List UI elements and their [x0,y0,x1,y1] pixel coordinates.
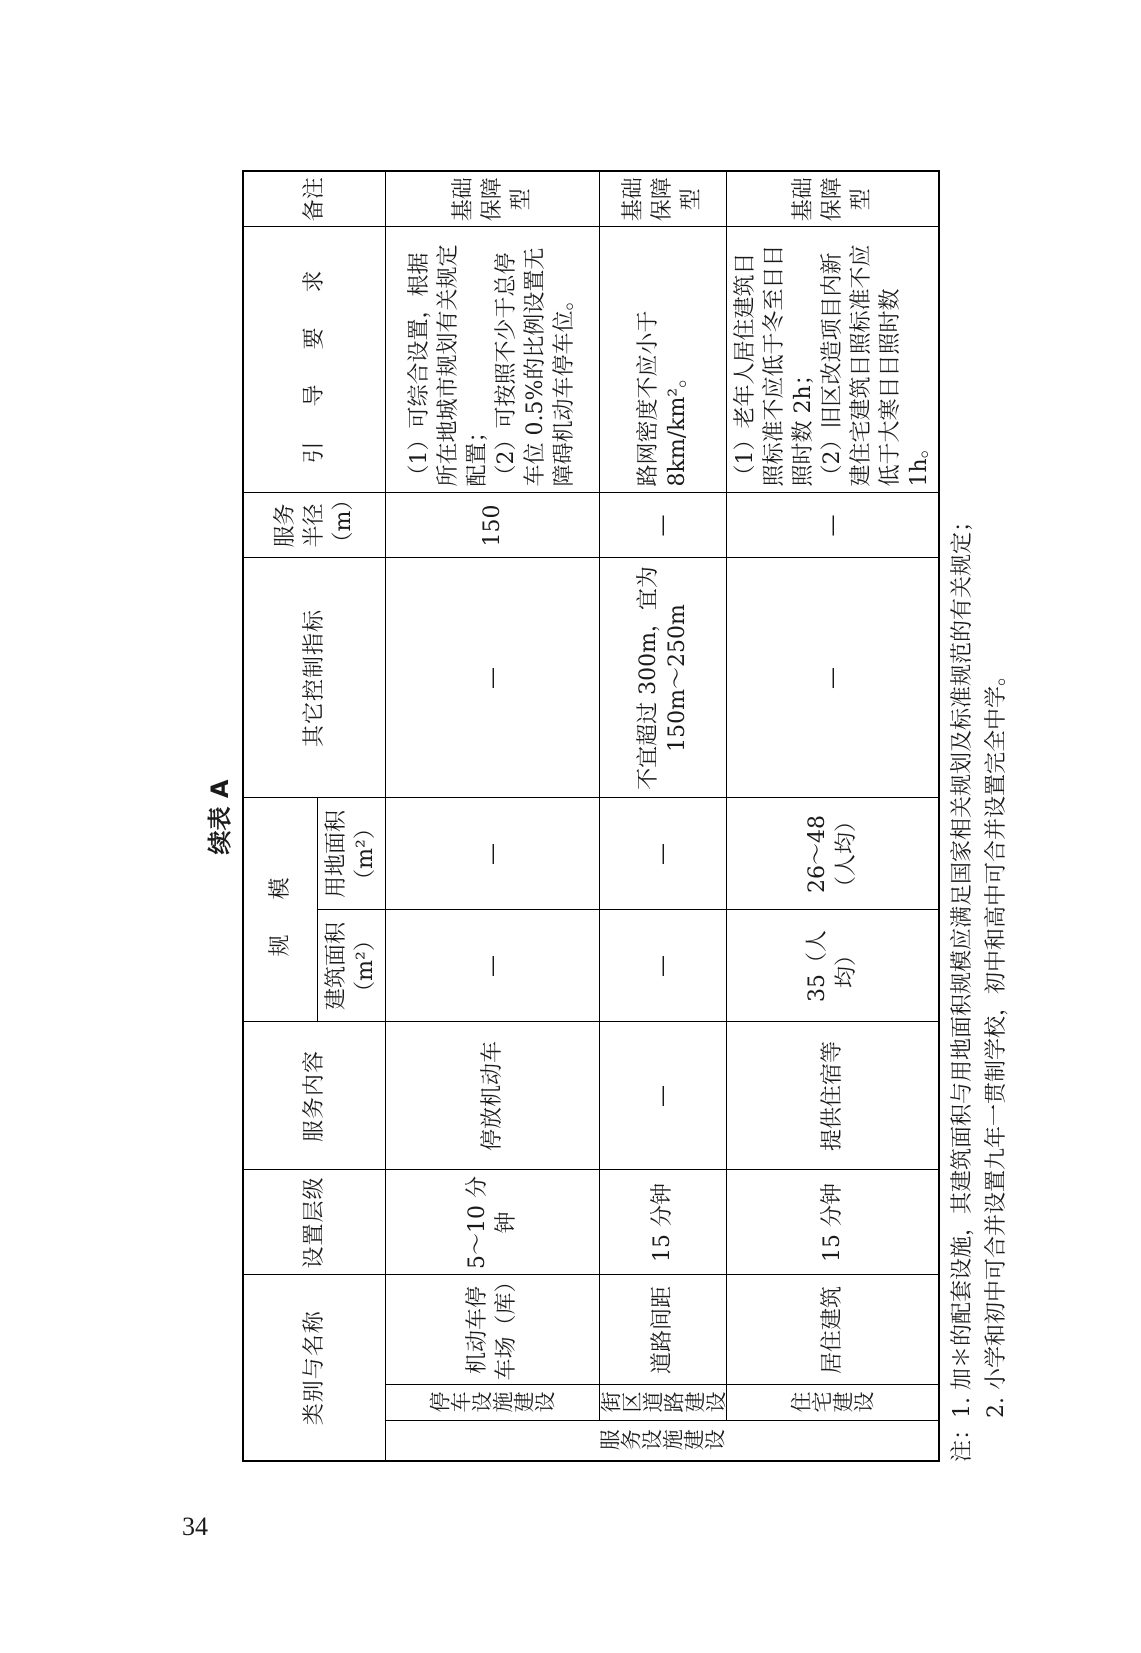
table-row [599,171,726,1461]
row-remark: 基础保障型 [726,171,939,227]
row-remark: 基础保障型 [385,171,599,227]
page-number: 34 [182,1512,208,1541]
row-guide [385,227,599,493]
table-notes [946,172,1014,1462]
header-remark: 备注 [243,171,385,227]
row-level: 5～10 分钟 [385,1170,599,1275]
header-guide: 引 导 要 求 [243,227,385,493]
row-other: — [385,558,599,798]
header-scale: 规 模 [243,798,317,1022]
row-land-area: 26～48（人均） [726,798,939,910]
header-building-area: 建筑面积 （m²） [317,910,385,1022]
row-level: 15 分钟 [726,1170,939,1275]
header-radius: 服务半径 （m） [243,493,385,558]
row-other: — [726,558,939,798]
group-label: 停车设施建设 [385,1385,599,1421]
guide-item: （2）旧区改造项目内新建住宅建筑日照标准不应低于大寒日日照时数 1h。 [819,244,932,487]
facilities-table [242,170,940,1462]
row-name: 道路间距 [599,1275,726,1385]
row-other: 不宜超过 300m，宜为 150m～250m [599,558,726,798]
group-label: 住宅建设 [726,1385,939,1421]
row-remark: 基础保障型 [599,171,726,227]
guide-item: 路网密度不应小于 8km/km²。 [635,310,690,487]
group-label: 街区道路建设 [599,1385,726,1421]
row-guide [599,227,726,493]
header-land-area: 用地面积 （m²） [317,798,385,910]
table-row [385,171,599,1461]
header-other: 其它控制指标 [243,558,385,798]
row-land-area: — [599,798,726,910]
row-building-area: — [599,910,726,1022]
row-building-area: — [385,910,599,1022]
row-building-area: 35（人均） [726,910,939,1022]
guide-item: （1）可综合设置，根据所在地城市规划有关规定配置； [407,244,490,487]
row-radius: — [599,493,726,558]
table-row [726,171,939,1461]
guide-item: （1）老年人居住建筑日照标准不应低于冬至日日照时数 2h； [732,244,816,487]
row-radius: 150 [385,493,599,558]
note-1: 注：1. 加＊的配套设施，其建筑面积与用地面积规模应满足国家相关规划及标准规范的有关规定； [949,510,975,1462]
note-2: 2. 小学和初中可合并设置九年一贯制学校，初中和高中可合并设置完全中学。 [983,664,1009,1418]
header-service: 服务内容 [243,1022,385,1170]
row-service: 停放机动车 [385,1022,599,1170]
row-guide [726,227,939,493]
row-service: — [599,1022,726,1170]
row-service: 提供住宿等 [726,1022,939,1170]
row-level: 15 分钟 [599,1170,726,1275]
header-level: 设置层级 [243,1170,385,1275]
guide-item: （2）可按照不少于总停车位 0.5%的比例设置无障碍机动车停车位。 [494,247,577,487]
row-name: 居住建筑 [726,1275,939,1385]
header-category: 类别与名称 [243,1275,385,1461]
header-row [243,171,317,1461]
row-land-area: — [385,798,599,910]
rotated-page-content [205,172,1014,1462]
row-radius: — [726,493,939,558]
row-name: 机动车停车场（库） [385,1275,599,1385]
table-caption: 续表 A [206,779,234,855]
outer-category: 服务设施建设 [385,1421,939,1461]
